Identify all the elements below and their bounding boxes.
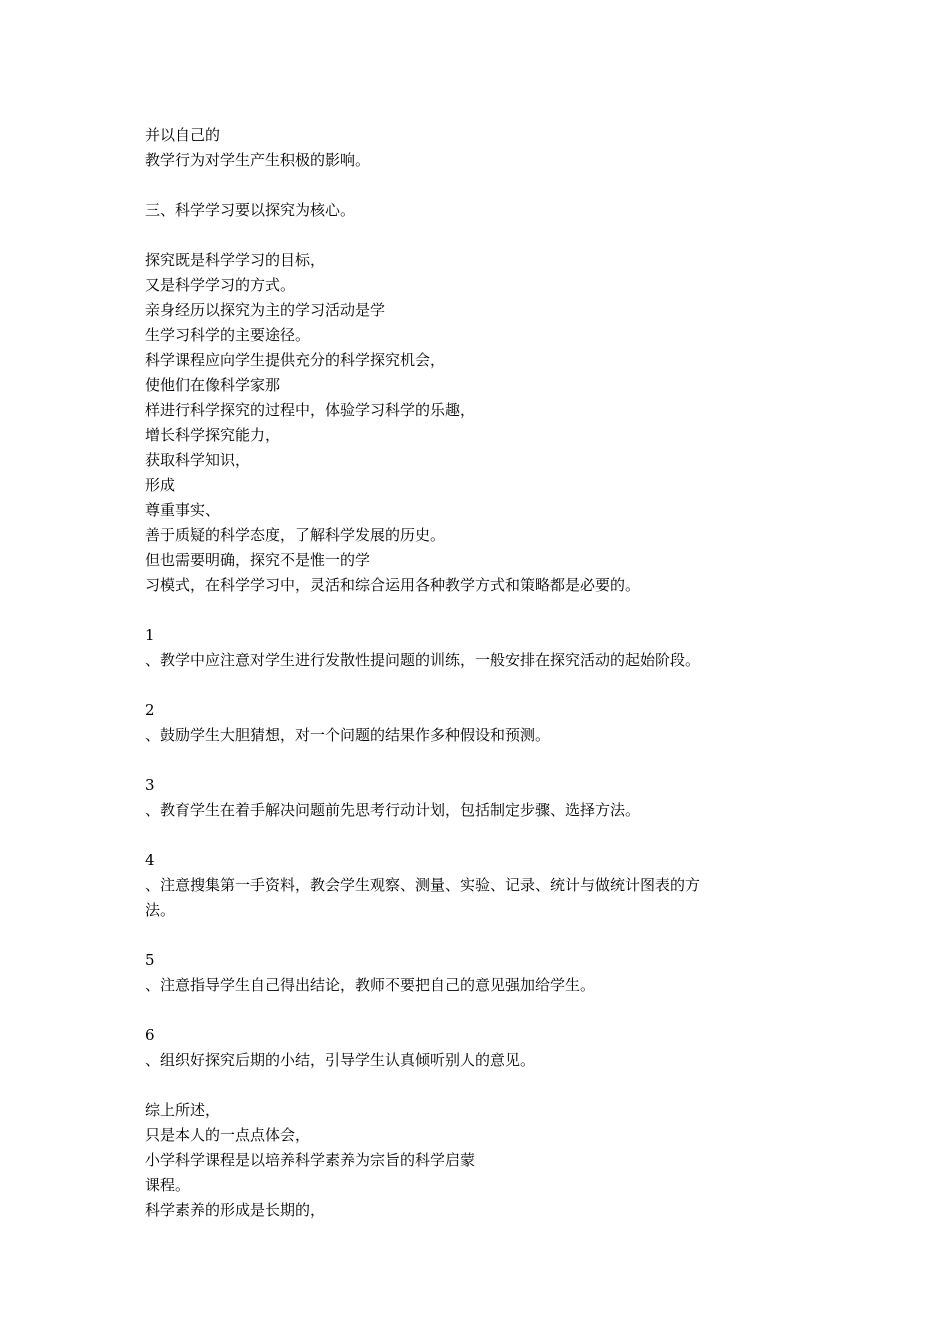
text-line: 综上所述，: [145, 1101, 221, 1119]
list-item-text: 、教育学生在着手解决问题前先思考行动计划，包括制定步骤、选择方法。: [145, 801, 641, 819]
text-line: 探究既是科学学习的目标，: [145, 251, 326, 269]
text-line: 科学课程应向学生提供充分的科学探究机会，: [145, 351, 446, 369]
blank-line: [145, 223, 845, 248]
text-line: 教学行为对学生产生积极的影响。: [145, 151, 371, 169]
list-item-text: 法。: [145, 901, 176, 919]
text-line: 善于质疑的科学态度，了解科学发展的历史。: [145, 526, 446, 544]
section-heading: 三、科学学习要以探究为核心。: [145, 201, 356, 219]
blank-line: [145, 1073, 845, 1098]
text-line: 增长科学探究能力，: [145, 426, 281, 444]
text-line: 小学科学课程是以培养科学素养为宗旨的科学启蒙: [145, 1151, 476, 1169]
list-item-text: 、注意搜集第一手资料，教会学生观察、测量、实验、记录、统计与做统计图表的方: [145, 876, 701, 894]
text-line: 亲身经历以探究为主的学习活动是学: [145, 301, 386, 319]
text-line: 样进行科学探究的过程中，体验学习科学的乐趣，: [145, 401, 476, 419]
blank-line: [145, 598, 845, 623]
blank-line: [145, 748, 845, 773]
text-line: 课程。: [145, 1176, 191, 1194]
blank-line: [145, 923, 845, 948]
list-item-number: 6: [145, 1026, 155, 1044]
text-line: 获取科学知识，: [145, 451, 251, 469]
blank-line: [145, 823, 845, 848]
list-item-number: 2: [145, 701, 155, 719]
text-line: 只是本人的一点点体会，: [145, 1126, 311, 1144]
document-body: [145, 123, 845, 1223]
list-item-text: 、鼓励学生大胆猜想，对一个问题的结果作多种假设和预测。: [145, 726, 551, 744]
text-line: 生学习科学的主要途径。: [145, 326, 311, 344]
text-line: 形成: [145, 476, 176, 494]
text-line: 但也需要明确，探究不是惟一的学: [145, 551, 371, 569]
text-line: 又是科学学习的方式。: [145, 276, 296, 294]
list-item-number: 5: [145, 951, 155, 969]
text-line: 习模式，在科学学习中，灵活和综合运用各种教学方式和策略都是必要的。: [145, 576, 641, 594]
list-item-number: 4: [145, 851, 155, 869]
text-line: 尊重事实、: [145, 501, 221, 519]
list-item-number: 1: [145, 626, 155, 644]
blank-line: [145, 673, 845, 698]
list-item-text: 、教学中应注意对学生进行发散性提问题的训练，一般安排在探究活动的起始阶段。: [145, 651, 701, 669]
text-line: 科学素养的形成是长期的，: [145, 1201, 326, 1219]
list-item-text: 、注意指导学生自己得出结论，教师不要把自己的意见强加给学生。: [145, 976, 596, 994]
text-line: 使他们在像科学家那: [145, 376, 281, 394]
list-item-number: 3: [145, 776, 155, 794]
blank-line: [145, 173, 845, 198]
list-item-text: 、组织好探究后期的小结，引导学生认真倾听别人的意见。: [145, 1051, 536, 1069]
text-line: 并以自己的: [145, 126, 221, 144]
blank-line: [145, 998, 845, 1023]
